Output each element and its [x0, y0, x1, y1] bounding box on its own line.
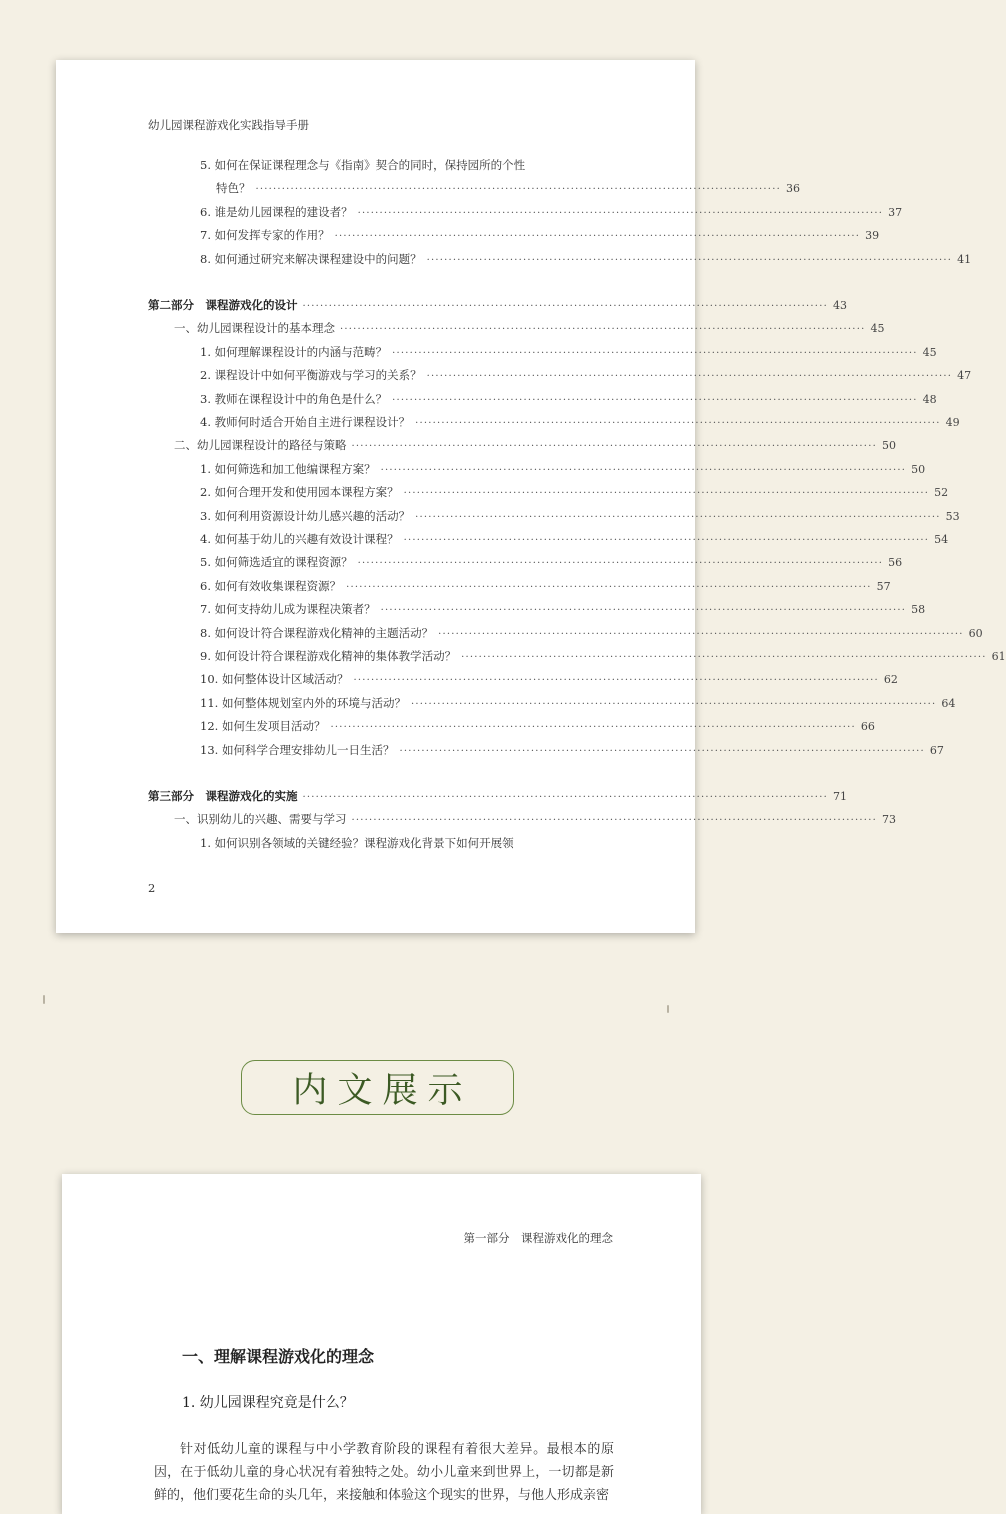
toc-leader-dots: ························································································································	[403, 535, 930, 546]
toc-entry-page: 48	[922, 392, 937, 406]
body-paragraph: 针对低幼儿童的课程与中小学教育阶段的课程有着很大差异。最根本的原因，在于低幼儿童的身心状况有着独特之处。幼小儿童来到世界上，一切都是新鲜的，他们要花生命的头几年，来接触和体验这个现实的世界，与他人形成亲密	[154, 1442, 614, 1503]
toc-entry	[200, 835, 597, 857]
toc-entry-title: 第二部分 课程游戏化的设计	[148, 298, 298, 312]
toc-entry-page: 37	[888, 205, 903, 219]
toc-leader-dots: ························································································································	[357, 558, 884, 570]
toc-entry	[200, 367, 972, 389]
toc-entry-page: 43	[832, 299, 847, 312]
toc-entry	[174, 811, 896, 833]
toc-leader-dots: ························································································································	[461, 652, 987, 663]
running-head: 幼儿园课程游戏化实践指导手册	[148, 118, 309, 132]
toc-entry-page: 50	[911, 462, 926, 476]
background-speck	[667, 1005, 669, 1013]
toc-entry-title: 一、幼儿园课程设计的基本理念	[174, 321, 335, 336]
toc-entry-title: 2. 如何合理开发和使用园本课程方案？	[200, 485, 399, 500]
toc-leader-dots: ························································································································	[302, 792, 828, 803]
toc-entry-page: 41	[957, 252, 972, 266]
toc-entry-page: 57	[876, 579, 891, 593]
toc-leader-dots: ························································································································	[426, 371, 953, 383]
background-speck	[43, 995, 45, 1004]
toc-entry-page: 39	[865, 229, 880, 243]
toc-entry-page: 36	[785, 182, 800, 196]
toc-entry-page: 71	[832, 790, 847, 803]
toc-entry	[200, 157, 597, 179]
toc-entry	[200, 742, 944, 764]
toc-entry-title: 二、幼儿园课程设计的路径与策略	[174, 438, 347, 453]
toc-entry-page: 50	[881, 439, 896, 453]
toc-entry-title: 2. 课程设计中如何平衡游戏与学习的关系？	[200, 368, 422, 383]
subsection-title: 1. 幼儿园课程究竟是什么？	[182, 1395, 354, 1411]
chapter-title: 一、理解课程游戏化的理念	[182, 1347, 375, 1366]
toc-entry-page: 45	[870, 322, 885, 336]
toc-entry-title: 1. 如何识别各领域的关键经验？课程游戏化背景下如何开展领	[200, 835, 514, 850]
toc-entry-page: 66	[860, 720, 875, 734]
toc-entry	[200, 531, 949, 553]
toc-entry-title: 13. 如何科学合理安排幼儿一日生活？	[200, 742, 395, 757]
toc-entry	[200, 625, 983, 647]
toc-entry	[200, 578, 891, 600]
toc-leader-dots: ························································································································	[330, 722, 856, 734]
toc-leader-dots: ························································································································	[351, 815, 877, 827]
toc-entry-title: 10. 如何整体设计区域活动？	[200, 672, 349, 687]
toc-leader-dots: ························································································································	[399, 745, 925, 757]
toc-entry	[200, 251, 972, 273]
toc-entry	[216, 180, 800, 202]
toc-leader-dots: ························································································································	[302, 301, 828, 312]
toc-entry-title: 8. 如何设计符合课程游戏化精神的主题活动？	[200, 625, 434, 640]
toc-entry-page: 49	[945, 416, 960, 429]
toc-entry-page: 73	[881, 813, 896, 827]
toc-entry-title: 3. 如何利用资源设计幼儿感兴趣的活动？	[200, 508, 411, 523]
toc-leader-dots: ························································································································	[340, 324, 866, 336]
toc-entry-title: 6. 如何有效收集课程资源？	[200, 578, 342, 593]
toc-entry	[200, 695, 956, 717]
page-number: 2	[148, 881, 156, 895]
toc-entry-title: 4. 教师何时适合开始自主进行课程设计？	[200, 415, 411, 429]
toc-entry-title: 5. 如何在保证课程理念与《指南》契合的同时，保持园所的个性	[200, 158, 526, 172]
toc-entry-page: 53	[945, 509, 960, 523]
section-banner: 内文展示	[241, 1060, 514, 1115]
toc-entry-title: 1. 如何筛选和加工他编课程方案？	[200, 461, 376, 476]
toc-entry-page: 54	[934, 533, 949, 546]
toc-entry-title: 1. 如何理解课程设计的内涵与范畴？	[200, 344, 388, 359]
toc-entry	[200, 601, 926, 623]
toc-entry-title: 4. 如何基于幼儿的兴趣有效设计课程？	[200, 532, 399, 546]
toc-entry-title: 第三部分 课程游戏化的实施	[148, 789, 298, 803]
toc-entry-page: 45	[922, 345, 937, 359]
toc-entry	[200, 414, 960, 436]
toc-leader-dots: ························································································································	[438, 628, 964, 640]
toc-leader-dots: ························································································································	[410, 698, 937, 710]
toc-entry-page: 56	[888, 556, 903, 570]
toc-entry	[200, 718, 875, 740]
toc-entry-page: 64	[941, 696, 956, 710]
toc-entry	[200, 227, 880, 249]
toc-entry-title: 7. 如何发挥专家的作用？	[200, 228, 330, 243]
toc-leader-dots: ························································································································	[380, 605, 907, 617]
toc-entry-page: 60	[968, 626, 983, 640]
toc-entry	[174, 437, 896, 459]
toc-entry-page: 61	[991, 650, 1006, 663]
toc-entry	[148, 297, 847, 319]
toc-entry	[200, 391, 937, 413]
toc-list	[56, 60, 1006, 933]
toc-entry	[174, 320, 885, 342]
toc-leader-dots: ························································································································	[353, 675, 879, 687]
toc-entry	[148, 788, 847, 810]
toc-entry-title: 特色？	[216, 181, 251, 196]
toc-entry-title: 7. 如何支持幼儿成为课程决策者？	[200, 602, 376, 617]
toc-entry-title: 12. 如何生发项目活动？	[200, 719, 326, 734]
toc-leader-dots: ························································································································	[426, 254, 953, 266]
toc-entry	[200, 671, 898, 693]
toc-leader-dots: ························································································································	[415, 511, 941, 523]
toc-entry-title: 3. 教师在课程设计中的角色是什么？	[200, 391, 388, 406]
toc-leader-dots: ························································································································	[334, 231, 861, 243]
toc-leader-dots: ························································································································	[255, 184, 781, 196]
toc-leader-dots: ························································································································	[392, 394, 918, 406]
toc-entry-title: 6. 谁是幼儿园课程的建设者？	[200, 204, 353, 219]
toc-entry	[200, 508, 960, 530]
toc-entry-title: 9. 如何设计符合课程游戏化精神的集体教学活动？	[200, 649, 457, 663]
toc-entry	[200, 344, 937, 366]
toc-entry-page: 67	[929, 743, 944, 757]
toc-entry-title: 5. 如何筛选适宜的课程资源？	[200, 555, 353, 570]
toc-entry	[200, 461, 926, 483]
toc-entry	[200, 484, 949, 506]
toc-entry-page: 58	[911, 603, 926, 617]
toc-page	[56, 60, 1006, 933]
body-page	[62, 1174, 701, 1514]
toc-leader-dots: ························································································································	[392, 347, 918, 359]
toc-entry	[200, 554, 903, 576]
toc-entry-page: 47	[957, 369, 972, 383]
running-head: 第一部分 课程游戏化的理念	[463, 1231, 613, 1245]
toc-entry-title: 8. 如何通过研究来解决课程建设中的问题？	[200, 251, 422, 266]
toc-leader-dots: ························································································································	[403, 488, 930, 500]
toc-entry	[200, 204, 903, 226]
toc-entry-title: 11. 如何整体规划室内外的环境与活动？	[200, 695, 406, 710]
toc-entry	[200, 648, 1006, 670]
toc-leader-dots: ························································································································	[351, 441, 877, 453]
toc-leader-dots: ························································································································	[346, 581, 872, 593]
toc-entry-page: 62	[883, 673, 898, 687]
toc-entry-title: 一、识别幼儿的兴趣、需要与学习	[174, 812, 347, 827]
toc-entry-page: 52	[934, 486, 949, 500]
toc-leader-dots: ························································································································	[380, 464, 907, 476]
toc-leader-dots: ························································································································	[415, 418, 941, 429]
toc-leader-dots: ························································································································	[357, 207, 884, 219]
